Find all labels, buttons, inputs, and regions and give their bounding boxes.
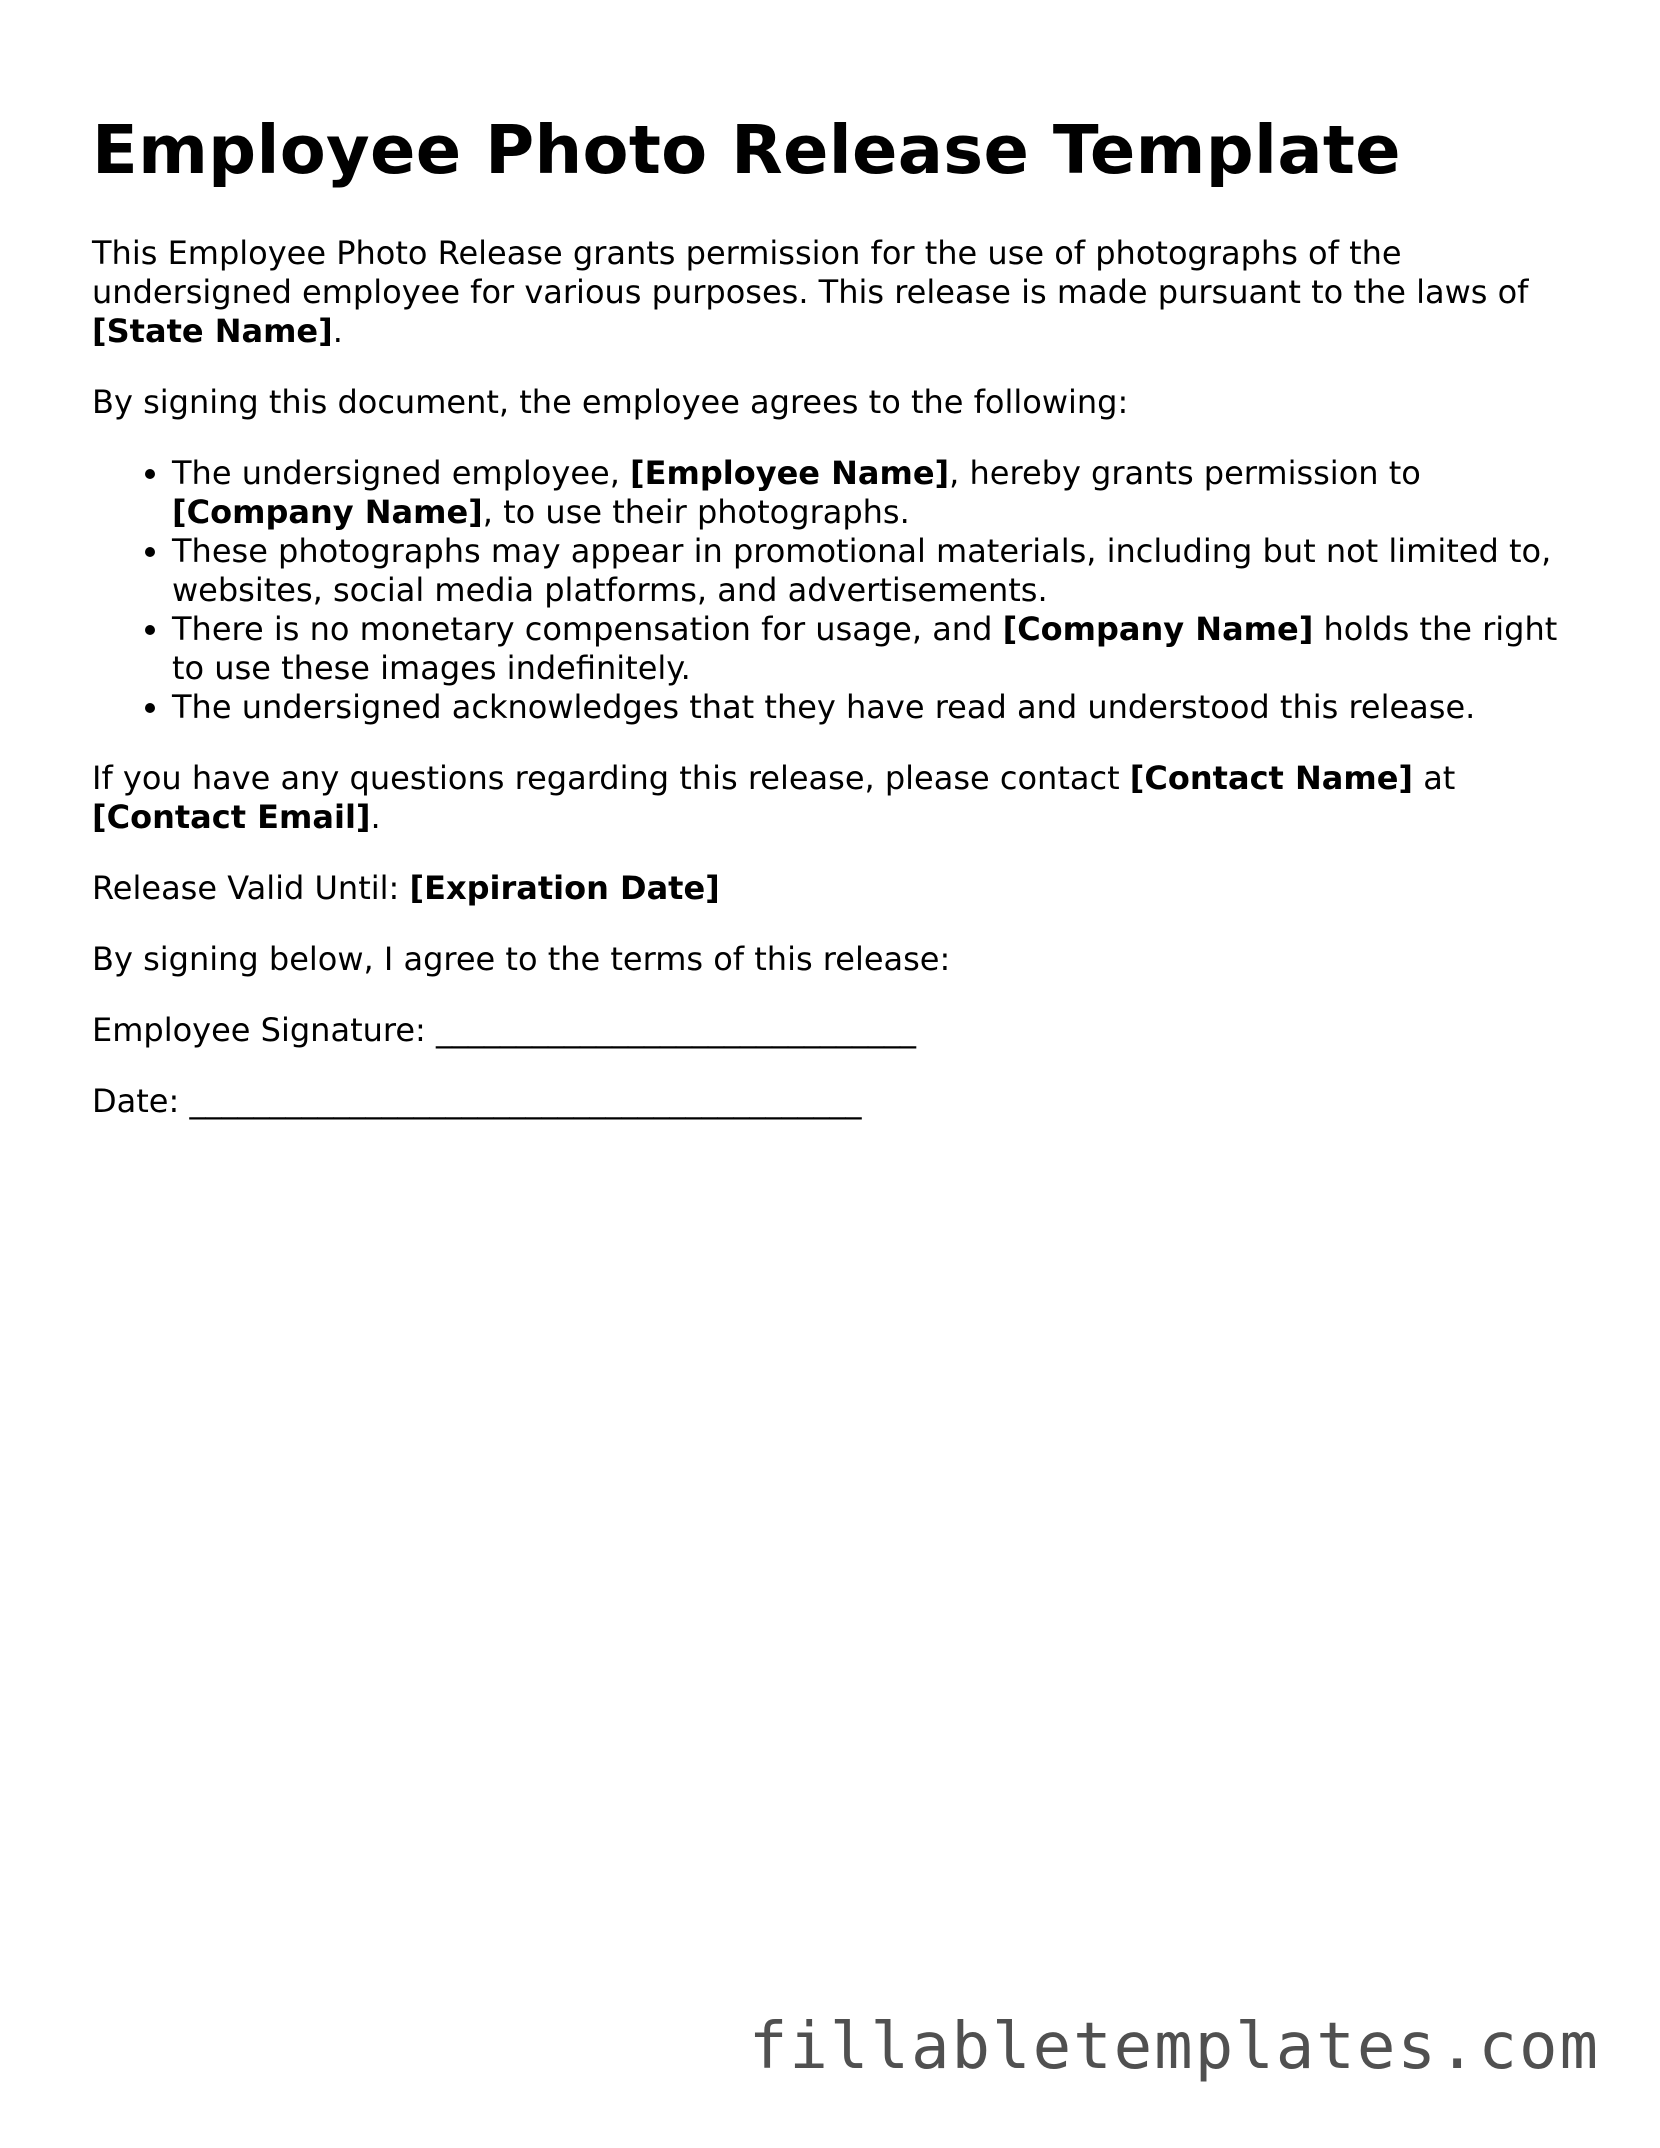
agreement-intro: By signing this document, the employee agrees to the following: (92, 383, 1129, 421)
validity-line (92, 869, 1592, 908)
term-text: The undersigned acknowledges that they have read and understood this release. (172, 688, 1476, 726)
list-item (172, 610, 1592, 688)
company-placeholder: [Company Name] (1002, 610, 1314, 648)
employee-placeholder: [Employee Name] (630, 454, 950, 492)
term-text: , to use their photographs. (482, 493, 910, 531)
footer-watermark: fillabletemplates.com (748, 2010, 1600, 2084)
contact-text: at (1413, 759, 1456, 797)
terms-list (92, 454, 1592, 727)
list-item (172, 532, 1592, 610)
expiration-date-placeholder: [Expiration Date] (409, 869, 720, 907)
list-item (172, 688, 1592, 727)
sign-intro: By signing below, I agree to the terms of this release: (92, 940, 951, 978)
intro-paragraph (92, 234, 1592, 351)
term-text: holds the right to use these images indefinitely. (172, 610, 1558, 687)
contact-text: If you have any questions regarding this release, please contact (92, 759, 1130, 797)
term-text: There is no monetary compensation for usage, and (172, 610, 1003, 648)
contact-email-placeholder: [Contact Email] (92, 798, 371, 836)
intro-text: This Employee Photo Release grants permission for the use of photographs of the undersigned employee for various purposes. This release is made pursuant to the laws of (92, 234, 1529, 311)
company-placeholder: [Company Name] (172, 493, 483, 531)
intro-period: . (332, 312, 343, 350)
term-text: The undersigned employee, (172, 454, 631, 492)
contact-paragraph (92, 759, 1592, 837)
document-title: Employee Photo Release Template (92, 111, 1401, 189)
term-text: These photographs may appear in promotional materials, including but not limited to, websites, social media platforms, and advertisements. (172, 532, 1552, 609)
document-page (92, 110, 1592, 1153)
list-item (172, 454, 1592, 532)
validity-label: Release Valid Until: (92, 869, 410, 907)
term-text: , hereby grants permission to (949, 454, 1421, 492)
date-line: Date: __________________________________________ (92, 1082, 862, 1120)
state-placeholder: [State Name] (92, 312, 333, 350)
contact-text: . (370, 798, 381, 836)
contact-name-placeholder: [Contact Name] (1129, 759, 1414, 797)
employee-signature-line: Employee Signature: ______________________________ (92, 1011, 916, 1049)
